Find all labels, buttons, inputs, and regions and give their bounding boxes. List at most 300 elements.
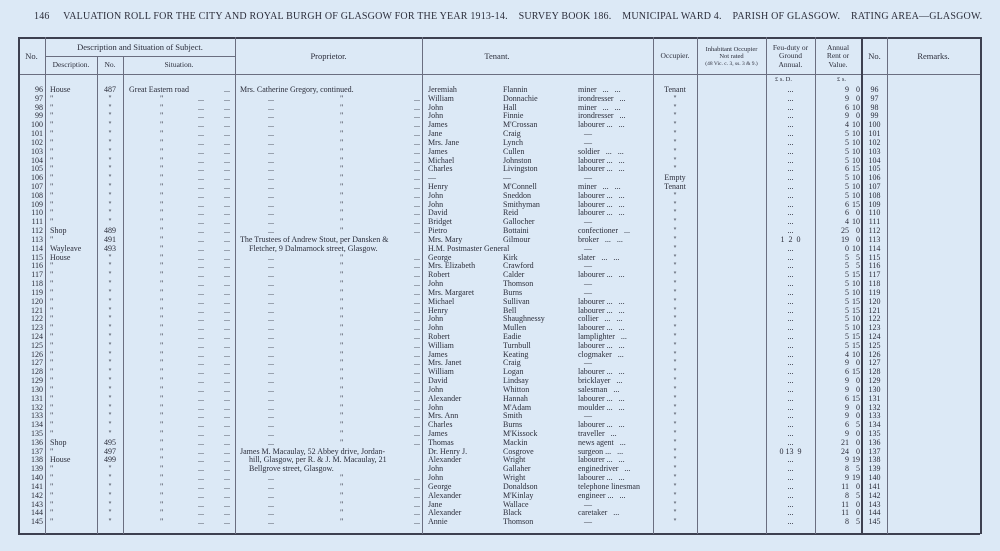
- situation-cell: ": [160, 367, 164, 377]
- annual-rent-pounds: 19: [841, 234, 849, 244]
- entry-number-right: 144: [868, 508, 881, 518]
- header-bottom-border: [18, 74, 980, 75]
- tenant-first-name: Mrs. Jane: [428, 137, 460, 147]
- annual-rent-pounds: 6: [845, 367, 849, 377]
- header-description-group: Description and Situation of Subject.: [77, 41, 203, 52]
- ditto-mark: ": [340, 384, 344, 394]
- occupier-cell: ": [673, 234, 677, 244]
- header-inhabitant-line: (48 Vic. c. 3, ss. 3 & 9.): [705, 60, 758, 67]
- tenant-surname: Bell: [503, 305, 517, 315]
- filler-dots: ...: [198, 199, 204, 209]
- description-cell: ": [50, 481, 54, 491]
- description-cell: ": [50, 164, 54, 174]
- annual-rent-pounds: 5: [845, 270, 849, 280]
- tenant-first-name: John: [428, 199, 444, 209]
- filler-dots: ...: [268, 270, 274, 280]
- filler-dots: ...: [414, 173, 420, 183]
- ditto-mark: ": [340, 367, 344, 377]
- tenant-first-name: William: [428, 340, 454, 350]
- tenant-surname: Finnie: [503, 111, 524, 121]
- ditto-mark: ": [340, 199, 344, 209]
- description-cell: ": [50, 411, 54, 421]
- annual-rent-pounds: 0: [845, 243, 849, 253]
- description-cell: ": [50, 305, 54, 315]
- feu-duty-cell: ...: [787, 279, 794, 289]
- occupier-cell: ": [673, 455, 677, 465]
- filler-dots: ...: [414, 120, 420, 130]
- table-row: [0, 288, 1000, 297]
- annual-rent-pounds: 8: [845, 464, 849, 474]
- annual-rent-pounds: 5: [845, 340, 849, 350]
- street-number-cell: ": [108, 376, 112, 386]
- entry-number-right: 121: [868, 305, 881, 315]
- tenant-first-name: Bridget: [428, 217, 452, 227]
- tenant-occupation: labourer ... ...: [578, 305, 625, 315]
- annual-rent-pounds: 5: [845, 305, 849, 315]
- filler-dots: ...: [224, 384, 230, 394]
- feu-duty-cell: ...: [787, 331, 794, 341]
- table-row: [0, 253, 1000, 262]
- street-number-cell: ": [108, 93, 112, 103]
- filler-dots: ...: [224, 305, 230, 315]
- filler-dots: ...: [224, 164, 230, 174]
- filler-dots: ...: [198, 455, 204, 465]
- entry-number-right: 112: [868, 226, 881, 236]
- tenant-surname: Wright: [503, 473, 526, 483]
- filler-dots: ...: [198, 305, 204, 315]
- street-number-cell: 495: [104, 437, 116, 447]
- filler-dots: ...: [224, 464, 230, 474]
- filler-dots: ...: [268, 384, 274, 394]
- tenant-occupation: labourer ... ...: [578, 199, 625, 209]
- entry-number: 117: [31, 270, 43, 280]
- filler-dots: ...: [224, 234, 230, 244]
- street-number-cell: ": [108, 305, 112, 315]
- feu-duty-cell: ...: [787, 367, 794, 377]
- occupier-cell: ": [673, 473, 677, 483]
- tenant-surname: Smith: [503, 411, 523, 421]
- tenant-occupation: labourer ... ...: [578, 120, 625, 130]
- filler-dots: ...: [198, 155, 204, 165]
- tenant-first-name: John: [428, 102, 444, 112]
- table-row: [0, 455, 1000, 464]
- tenant-first-name: Annie: [428, 517, 448, 527]
- street-number-cell: ": [108, 270, 112, 280]
- occupier-cell: ": [673, 367, 677, 377]
- situation-cell: ": [160, 420, 164, 430]
- description-cell: ": [50, 102, 54, 112]
- description-cell: ": [50, 517, 54, 527]
- filler-dots: ...: [224, 349, 230, 359]
- feu-duty-cell: ...: [787, 129, 794, 139]
- entry-number: 110: [31, 208, 43, 218]
- ditto-mark: ": [340, 164, 344, 174]
- entry-number-right: 135: [868, 428, 881, 438]
- entry-number-right: 102: [868, 137, 881, 147]
- filler-dots: ...: [414, 270, 420, 280]
- description-cell: ": [50, 190, 54, 200]
- description-cell: ": [50, 279, 54, 289]
- filler-dots: ...: [224, 446, 230, 456]
- tenant-first-name: Michael: [428, 155, 455, 165]
- tenant-occupation: —: [578, 279, 592, 289]
- tenant-occupation: —: [578, 173, 592, 183]
- filler-dots: ...: [414, 349, 420, 359]
- occupier-cell: ": [673, 314, 677, 324]
- annual-rent-pounds: 6: [845, 164, 849, 174]
- entry-number: 121: [31, 305, 43, 315]
- filler-dots: ...: [268, 349, 274, 359]
- entry-number: 97: [35, 93, 43, 103]
- roll-title: VALUATION ROLL FOR THE CITY AND ROYAL BURGH OF GLASGOW FOR THE YEAR 1913-14.: [63, 11, 508, 22]
- filler-dots: ...: [268, 305, 274, 315]
- table-row: [0, 429, 1000, 438]
- filler-dots: ...: [198, 384, 204, 394]
- filler-dots: ...: [268, 137, 274, 147]
- feu-duty-cell: ...: [787, 111, 794, 121]
- filler-dots: ...: [224, 314, 230, 324]
- entry-number-right: 125: [868, 340, 881, 350]
- occupier-cell: ": [673, 155, 677, 165]
- table-row: [0, 306, 1000, 315]
- filler-dots: ...: [198, 314, 204, 324]
- entry-number-right: 120: [868, 296, 881, 306]
- entry-number-right: 134: [868, 420, 881, 430]
- tenant-occupation: confectioner ...: [578, 226, 630, 236]
- header-proprietor: Proprietor.: [310, 50, 347, 61]
- entry-number: 126: [31, 349, 43, 359]
- proprietor-cell: Mrs. Catherine Gregory, continued.: [240, 85, 354, 94]
- description-cell: ": [50, 349, 54, 359]
- street-number-cell: 493: [104, 243, 116, 253]
- occupier-cell: ": [673, 349, 677, 359]
- filler-dots: ...: [268, 287, 274, 297]
- ditto-mark: ": [340, 340, 344, 350]
- tenant-surname: Cullen: [503, 146, 525, 156]
- tenant-occupation: labourer ... ...: [578, 473, 625, 483]
- feu-duty-cell: ...: [787, 93, 794, 103]
- ditto-mark: ": [340, 358, 344, 368]
- filler-dots: ...: [224, 243, 230, 253]
- occupier-cell: ": [673, 499, 677, 509]
- annual-rent-pounds: 5: [845, 261, 849, 271]
- annual-rent-shillings: 10: [852, 287, 860, 297]
- ditto-mark: ": [340, 102, 344, 112]
- tenant-occupation: —: [578, 499, 592, 509]
- annual-rent-shillings: 0: [856, 384, 860, 394]
- tenant-occupation: —: [578, 217, 592, 227]
- street-number-cell: ": [108, 331, 112, 341]
- ditto-mark: ": [340, 261, 344, 271]
- header-remarks: Remarks.: [917, 50, 950, 61]
- annual-rent-shillings: 0: [856, 358, 860, 368]
- description-cell: ": [50, 340, 54, 350]
- filler-dots: ...: [268, 420, 274, 430]
- ditto-mark: ": [340, 208, 344, 218]
- situation-cell: ": [160, 323, 164, 333]
- entry-number: 128: [31, 367, 43, 377]
- annual-rent-pounds: 11: [841, 499, 849, 509]
- annual-rent-shillings: 0: [856, 234, 860, 244]
- description-cell: ": [50, 446, 54, 456]
- header-inhabitant-occupier: [697, 39, 766, 74]
- description-cell: ": [50, 146, 54, 156]
- annual-rent-shillings: 10: [852, 155, 860, 165]
- filler-dots: ...: [198, 358, 204, 368]
- table-row: [0, 217, 1000, 226]
- filler-dots: ...: [198, 376, 204, 386]
- street-number-cell: ": [108, 481, 112, 491]
- ditto-mark: ": [340, 155, 344, 165]
- occupier-cell: ": [673, 252, 677, 262]
- ditto-mark: ": [340, 190, 344, 200]
- situation-cell: ": [160, 376, 164, 386]
- filler-dots: ...: [224, 358, 230, 368]
- occupier-cell: ": [673, 217, 677, 227]
- description-cell: House: [50, 252, 71, 262]
- entry-number: 130: [31, 384, 43, 394]
- proprietor-cell: hill, Glasgow, per R. & J. M. Macaulay, 21: [249, 455, 387, 465]
- ditto-mark: ": [340, 499, 344, 509]
- annual-rent-shillings: 10: [852, 129, 860, 139]
- tenant-first-name: James: [428, 146, 448, 156]
- annual-rent-pounds: 5: [845, 137, 849, 147]
- annual-rent-shillings: 15: [852, 331, 860, 341]
- tenant-first-name: Jane: [428, 499, 443, 509]
- street-number-cell: ": [108, 296, 112, 306]
- proprietor-cell: Fletcher, 9 Dalmarnock street, Glasgow.: [249, 243, 378, 253]
- entry-number: 124: [31, 331, 43, 341]
- tenant-first-name: Mrs. Elizabeth: [428, 261, 476, 271]
- filler-dots: ...: [414, 340, 420, 350]
- feu-duty-cell: ...: [787, 464, 794, 474]
- tenant-occupation: —: [578, 411, 592, 421]
- occupier-cell: ": [673, 340, 677, 350]
- street-number-cell: ": [108, 314, 112, 324]
- tenant-surname: Hannah: [503, 393, 528, 403]
- ditto-mark: ": [340, 137, 344, 147]
- street-number-cell: ": [108, 490, 112, 500]
- filler-dots: ...: [268, 358, 274, 368]
- filler-dots: ...: [414, 261, 420, 271]
- situation-cell: ": [160, 358, 164, 368]
- entry-number: 134: [31, 420, 43, 430]
- tenant-surname: Logan: [503, 367, 524, 377]
- street-number-cell: ": [108, 464, 112, 474]
- annual-rent-pounds: 9: [845, 428, 849, 438]
- filler-dots: ...: [268, 508, 274, 518]
- feu-duty-cell: ...: [787, 349, 794, 359]
- situation-cell: ": [160, 111, 164, 121]
- filler-dots: ...: [268, 111, 274, 121]
- annual-rent-shillings: 10: [852, 314, 860, 324]
- tenant-occupation: miner ... ...: [578, 85, 621, 94]
- feu-duty-cell: ...: [787, 173, 794, 183]
- filler-dots: ...: [198, 411, 204, 421]
- ditto-mark: ": [340, 331, 344, 341]
- ditto-mark: ": [340, 270, 344, 280]
- ditto-mark: ": [340, 490, 344, 500]
- ditto-mark: ": [340, 323, 344, 333]
- tenant-first-name: Alexander: [428, 455, 462, 465]
- ditto-mark: ": [340, 287, 344, 297]
- tenant-first-name: John: [428, 323, 444, 333]
- occupier-cell: ": [673, 464, 677, 474]
- filler-dots: ...: [268, 323, 274, 333]
- table-row: [0, 438, 1000, 447]
- street-number-cell: ": [108, 217, 112, 227]
- description-cell: House: [50, 85, 71, 94]
- filler-dots: ...: [198, 182, 204, 192]
- ditto-mark: ": [340, 393, 344, 403]
- filler-dots: ...: [414, 384, 420, 394]
- street-number-cell: ": [108, 287, 112, 297]
- filler-dots: ...: [224, 499, 230, 509]
- street-number-cell: 489: [104, 226, 116, 236]
- tenant-occupation: labourer ... ...: [578, 420, 625, 430]
- entry-number: 138: [31, 455, 43, 465]
- occupier-cell: ": [673, 481, 677, 491]
- situation-cell: ": [160, 208, 164, 218]
- feu-duty-cell: ...: [787, 270, 794, 280]
- entry-number: 96: [35, 85, 43, 94]
- description-cell: ": [50, 420, 54, 430]
- entry-number-right: 101: [868, 129, 881, 139]
- occupier-cell: Tenant: [664, 182, 686, 192]
- annual-rent-pounds: 11: [841, 508, 849, 518]
- tenant-first-name: Dr. Henry J.: [428, 446, 468, 456]
- table-row: [0, 473, 1000, 482]
- annual-rent-shillings: 10: [852, 182, 860, 192]
- entry-number-right: 116: [868, 261, 881, 271]
- description-cell: ": [50, 296, 54, 306]
- header-inhabitant-line: Inhabitant Occupier: [705, 46, 758, 54]
- filler-dots: ...: [414, 490, 420, 500]
- annual-rent-shillings: 5: [856, 517, 860, 527]
- table-row: [0, 297, 1000, 306]
- table-row: [0, 500, 1000, 509]
- situation-cell: ": [160, 446, 164, 456]
- description-cell: Shop: [50, 226, 67, 236]
- entry-number-right: 129: [868, 376, 881, 386]
- situation-cell: ": [160, 146, 164, 156]
- annual-rent-shillings: 0: [856, 208, 860, 218]
- tenant-surname: M'Adam: [503, 402, 532, 412]
- tenant-occupation: broker ... ...: [578, 234, 623, 244]
- situation-cell: ": [160, 190, 164, 200]
- street-number-cell: ": [108, 190, 112, 200]
- filler-dots: ...: [268, 93, 274, 103]
- annual-rent-shillings: 10: [852, 173, 860, 183]
- filler-dots: ...: [414, 323, 420, 333]
- entry-number: 119: [31, 287, 43, 297]
- table-row: [0, 420, 1000, 429]
- street-number-cell: ": [108, 111, 112, 121]
- filler-dots: ...: [198, 137, 204, 147]
- street-number-cell: 499: [104, 455, 116, 465]
- entry-number-right: 127: [868, 358, 881, 368]
- filler-dots: ...: [198, 473, 204, 483]
- filler-dots: ...: [198, 129, 204, 139]
- filler-dots: ...: [268, 226, 274, 236]
- street-number-cell: ": [108, 508, 112, 518]
- tenant-surname: —: [503, 173, 511, 183]
- entry-number: 143: [31, 499, 43, 509]
- filler-dots: ...: [198, 270, 204, 280]
- street-number-cell: ": [108, 155, 112, 165]
- feu-duty-cell: ...: [787, 146, 794, 156]
- ditto-mark: ": [340, 437, 344, 447]
- filler-dots: ...: [198, 402, 204, 412]
- occupier-cell: ": [673, 146, 677, 156]
- filler-dots: ...: [224, 111, 230, 121]
- filler-dots: ...: [198, 279, 204, 289]
- annual-rent-shillings: 0: [856, 226, 860, 236]
- annual-rent-shillings: 0: [856, 93, 860, 103]
- tenant-occupation: collier ... ...: [578, 314, 623, 324]
- ditto-mark: ": [340, 420, 344, 430]
- filler-dots: ...: [224, 517, 230, 527]
- annual-rent-pounds: 8: [845, 517, 849, 527]
- tenant-occupation: labourer ... ...: [578, 367, 625, 377]
- situation-cell: ": [160, 384, 164, 394]
- occupier-cell: ": [673, 111, 677, 121]
- table-row: [0, 200, 1000, 209]
- header-number: No.: [104, 60, 116, 70]
- feu-duty-cell: ...: [787, 420, 794, 430]
- tenant-surname: Whitton: [503, 384, 530, 394]
- ditto-mark: ": [340, 411, 344, 421]
- ditto-mark: ": [340, 252, 344, 262]
- filler-dots: ...: [268, 217, 274, 227]
- filler-dots: ...: [268, 252, 274, 262]
- rating-area: RATING AREA—GLASGOW.: [850, 11, 983, 22]
- occupier-cell: ": [673, 331, 677, 341]
- situation-cell: ": [160, 296, 164, 306]
- occupier-cell: ": [673, 270, 677, 280]
- filler-dots: ...: [224, 173, 230, 183]
- entry-number-right: 130: [868, 384, 881, 394]
- filler-dots: ...: [268, 102, 274, 112]
- tenant-first-name: Mrs. Margaret: [428, 287, 475, 297]
- filler-dots: ...: [224, 190, 230, 200]
- tenant-first-name: John: [428, 402, 444, 412]
- filler-dots: ...: [414, 296, 420, 306]
- survey-book: SURVEY BOOK 186.: [518, 11, 612, 22]
- tenant-surname: Smithyman: [503, 199, 540, 209]
- tenant-first-name: William: [428, 367, 454, 377]
- entry-number-right: 106: [868, 173, 881, 183]
- tenant-first-name: David: [428, 376, 448, 386]
- filler-dots: ...: [224, 411, 230, 421]
- ditto-mark: ": [340, 279, 344, 289]
- filler-dots: ...: [198, 367, 204, 377]
- tenant-first-name: James: [428, 349, 448, 359]
- annual-rent-shillings: 5: [856, 420, 860, 430]
- table-row: [0, 350, 1000, 359]
- filler-dots: ...: [268, 199, 274, 209]
- entry-number-right: 104: [868, 155, 881, 165]
- entry-number-right: 117: [868, 270, 881, 280]
- ditto-mark: ": [340, 481, 344, 491]
- filler-dots: ...: [414, 314, 420, 324]
- ditto-mark: ": [340, 146, 344, 156]
- table-row: [0, 85, 1000, 94]
- occupier-cell: Empty: [664, 173, 686, 183]
- tenant-surname: Black: [503, 508, 522, 518]
- annual-rent-pounds: 5: [845, 296, 849, 306]
- proprietor-cell: The Trustees of Andrew Stout, per Dansken &: [240, 234, 389, 244]
